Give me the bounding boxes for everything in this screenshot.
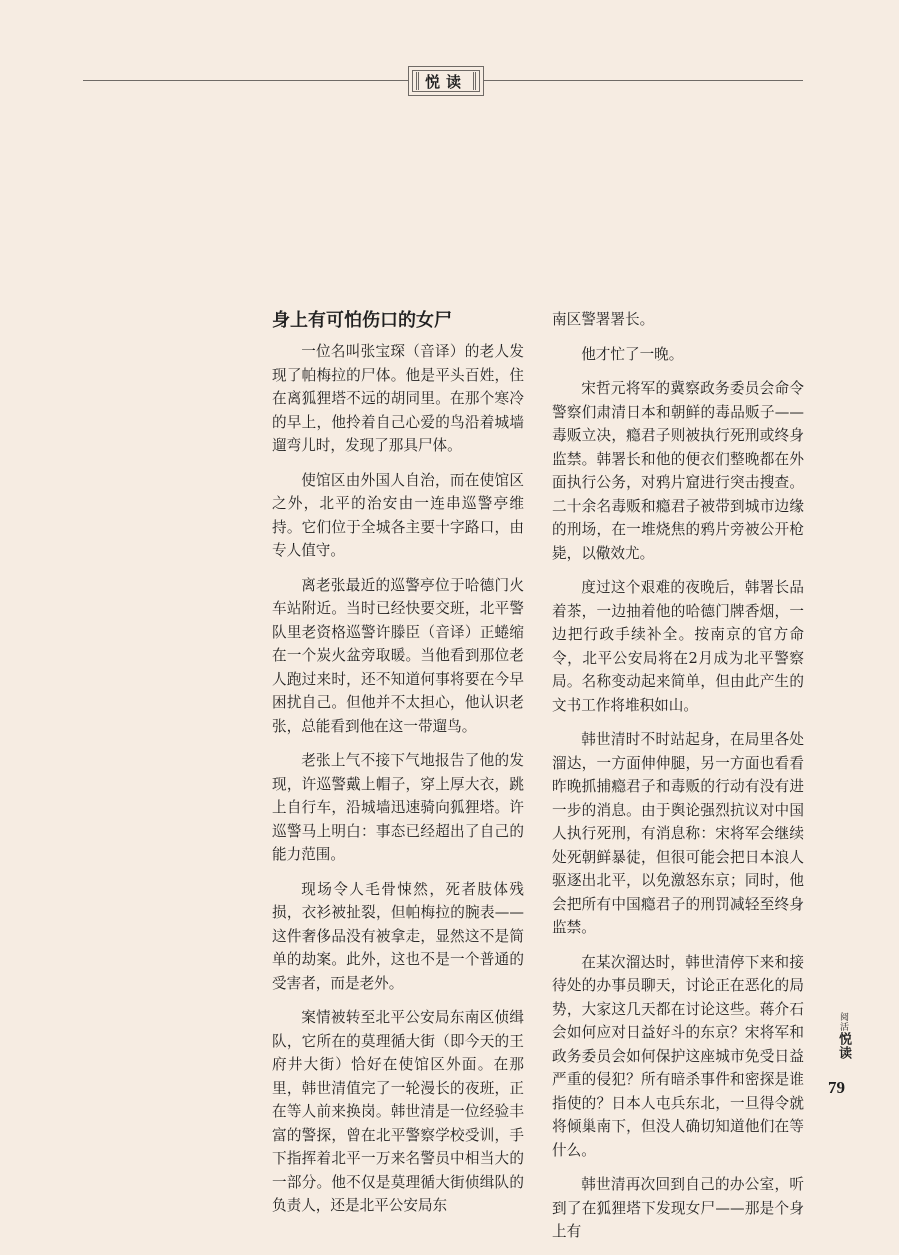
section-title: 悦读 (424, 73, 467, 91)
paragraph: 在某次溜达时，韩世清停下来和接待处的办事员聊天，讨论正在恶化的局势，大家这几天都在讨论这些。蒋介石会如何应对日益好斗的东京？宋将军和政务委员会如何保护这座城市免受日益严重的侵犯？所有暗杀事件和密探是谁指使的？日本人屯兵东北，一旦得令就将倾巢南下，但没人确切知道他们在等什么。 (552, 953, 804, 1159)
paragraph-continuation: 南区警署署长。 (552, 311, 655, 328)
side-section-label (834, 1012, 853, 1060)
column-right (552, 308, 804, 1255)
paragraph: 宋哲元将军的冀察政务委员会命令警察们肃清日本和朝鲜的毒品贩子——毒贩立决，瘾君子则被执行死刑或终身监禁。韩署长和他的便衣们整晚都在外面执行公务，对鸦片窟进行突击搜查。二十余名毒贩和瘾君子被带到城市边缘的刑场，在一堆烧焦的鸦片旁被公开枪毙，以儆效尤。 (552, 380, 804, 562)
column-left (272, 308, 524, 1229)
paragraph: 度过这个艰难的夜晚后，韩署长品着茶，一边抽着他的哈德门牌香烟，一边把行政手续补全。按南京的官方命令，北平公安局将在2月成为北平警察局。名称变动起来简单，但由此产生的文书工作将堆积如山。 (552, 579, 804, 714)
paragraph: 使馆区由外国人自治，而在使馆区之外，北平的治安由一连串巡警亭维持。它们位于全城各主要十字路口，由专人值守。 (272, 471, 524, 559)
paragraph: 韩世清时不时站起身，在局里各处溜达，一方面伸伸腿，另一方面也看看昨晚抓捕瘾君子和毒贩的行动有没有进一步的消息。由于舆论强烈抗议对中国人执行死刑，有消息称：宋将军会继续处死朝鲜暴徒，但很可能会把日本浪人驱逐出北平，以免激怒东京；同时，他会把所有中国瘾君子的刑罚减轻至终身监禁。 (552, 731, 804, 936)
page-number: 79 (828, 1078, 845, 1097)
article-heading: 身上有可怕伤口的女尸 (272, 310, 452, 331)
paragraph: 老张上气不接下气地报告了他的发现，许巡警戴上帽子，穿上厚大衣，跳上自行车，沿城墙迅速骑向狐狸塔。许巡警马上明白：事态已经超出了自己的能力范围。 (272, 752, 524, 863)
paragraph: 案情被转至北平公安局东南区侦缉队，它所在的莫理循大街（即今天的王府井大街）恰好在使馆区外面。在那里，韩世清值完了一轮漫长的夜班，正在等人前来换岗。韩世清是一位经验丰富的警探，曾在北平警察学校受训，手下指挥着北平一万来名警员中相当大的一部分。他不仅是莫理循大街侦缉队的负责人，还是北平公安局东 (272, 1009, 524, 1214)
section-badge (408, 66, 484, 96)
side-label-small: 阅活 (838, 1012, 848, 1032)
paragraph: 一位名叫张宝琛（音译）的老人发现了帕梅拉的尸体。他是平头百姓，住在离狐狸塔不远的胡同里。在那个寒冷的早上，他拎着自己心爱的鸟沿着城墙遛弯儿时，发现了那具尸体。 (272, 343, 524, 454)
paragraph: 他才忙了一晚。 (581, 345, 684, 363)
side-label-main: 悦读 (836, 1032, 851, 1060)
paragraph: 离老张最近的巡警亭位于哈德门火车站附近。当时已经快要交班，北平警队里老资格巡警许滕臣（音译）正蜷缩在一个炭火盆旁取暖。当他看到那位老人跑过来时，还不知道何事将要在今早困扰自己。但他并不太担心，他认识老张，总能看到他在这一带遛鸟。 (272, 576, 524, 735)
paragraph: 现场令人毛骨悚然，死者肢体残损，衣衫被扯裂，但帕梅拉的腕表——这件奢侈品没有被拿走，显然这不是简单的劫案。此外，这也不是一个普通的受害者，而是老外。 (272, 880, 524, 992)
paragraph: 韩世清再次回到自己的办公室，听到了在狐狸塔下发现女尸——那是个身上有 (552, 1176, 804, 1240)
